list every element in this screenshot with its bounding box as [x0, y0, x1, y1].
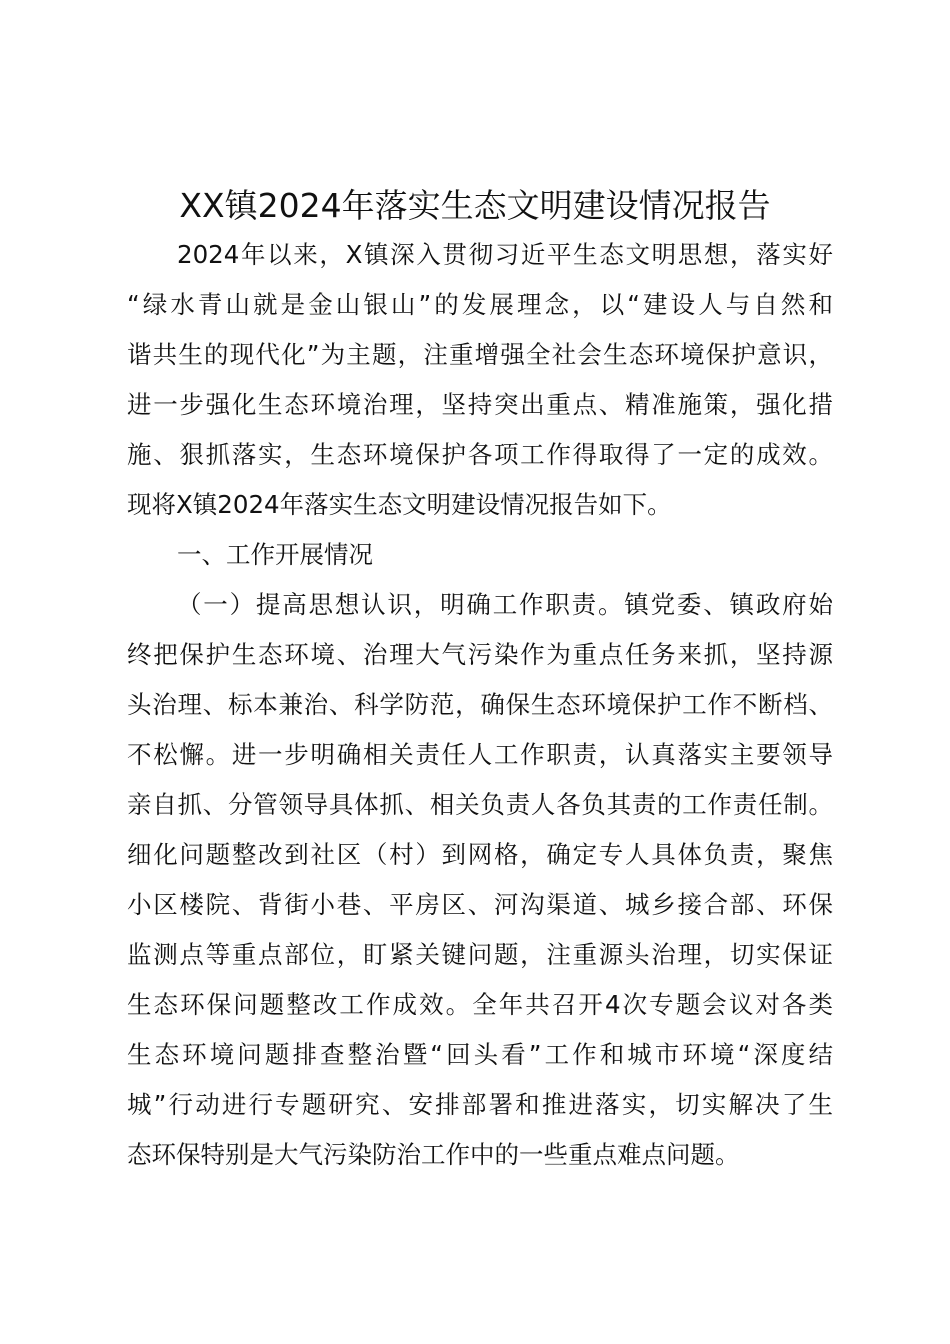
body-line: 进一步强化生态环境治理，坚持突出重点、精准施策，强化措 [127, 390, 833, 419]
body-line: 态环保特别是大气污染防治工作中的一些重点难点问题。 [127, 1140, 740, 1169]
document-title: XX镇2024年落实生态文明建设情况报告 [179, 186, 771, 225]
body-line: 小区楼院、背街小巷、平房区、河沟渠道、城乡接合部、环保 [127, 890, 833, 919]
body-line: 监测点等重点部位，盯紧关键问题，注重源头治理，切实保证 [127, 940, 833, 969]
document-body [127, 230, 833, 1180]
body-line: 终把保护生态环境、治理大气污染作为重点任务来抓，坚持源 [127, 640, 833, 669]
body-line: 细化问题整改到社区（村）到网格，确定专人具体负责，聚焦 [127, 840, 833, 869]
section-heading: 一、工作开展情况 [177, 540, 373, 569]
body-line: 头治理、标本兼治、科学防范，确保生态环境保护工作不断档、 [127, 690, 833, 719]
body-line: 生态环境问题排查整治暨“回头看”工作和城市环境“深度结 [127, 1040, 833, 1069]
body-line: 施、狠抓落实，生态环境保护各项工作得取得了一定的成效。 [127, 440, 833, 469]
body-line: 现将X镇2024年落实生态文明建设情况报告如下。 [127, 490, 672, 519]
body-line: 不松懈。进一步明确相关责任人工作职责，认真落实主要领导 [127, 740, 833, 769]
body-line: 谐共生的现代化”为主题，注重增强全社会生态环境保护意识， [127, 340, 833, 369]
body-line: “绿水青山就是金山银山”的发展理念，以“建设人与自然和 [127, 290, 833, 319]
body-line: 城”行动进行专题研究、安排部署和推进落实，切实解决了生 [127, 1090, 833, 1119]
body-line: 生态环保问题整改工作成效。全年共召开4次专题会议对各类 [127, 990, 833, 1019]
body-line: 2024年以来，X镇深入贯彻习近平生态文明思想，落实好 [177, 240, 833, 269]
body-line: 亲自抓、分管领导具体抓、相关负责人各负其责的工作责任制。 [127, 790, 833, 819]
body-line: （一）提高思想认识，明确工作职责。镇党委、镇政府始 [177, 590, 833, 619]
